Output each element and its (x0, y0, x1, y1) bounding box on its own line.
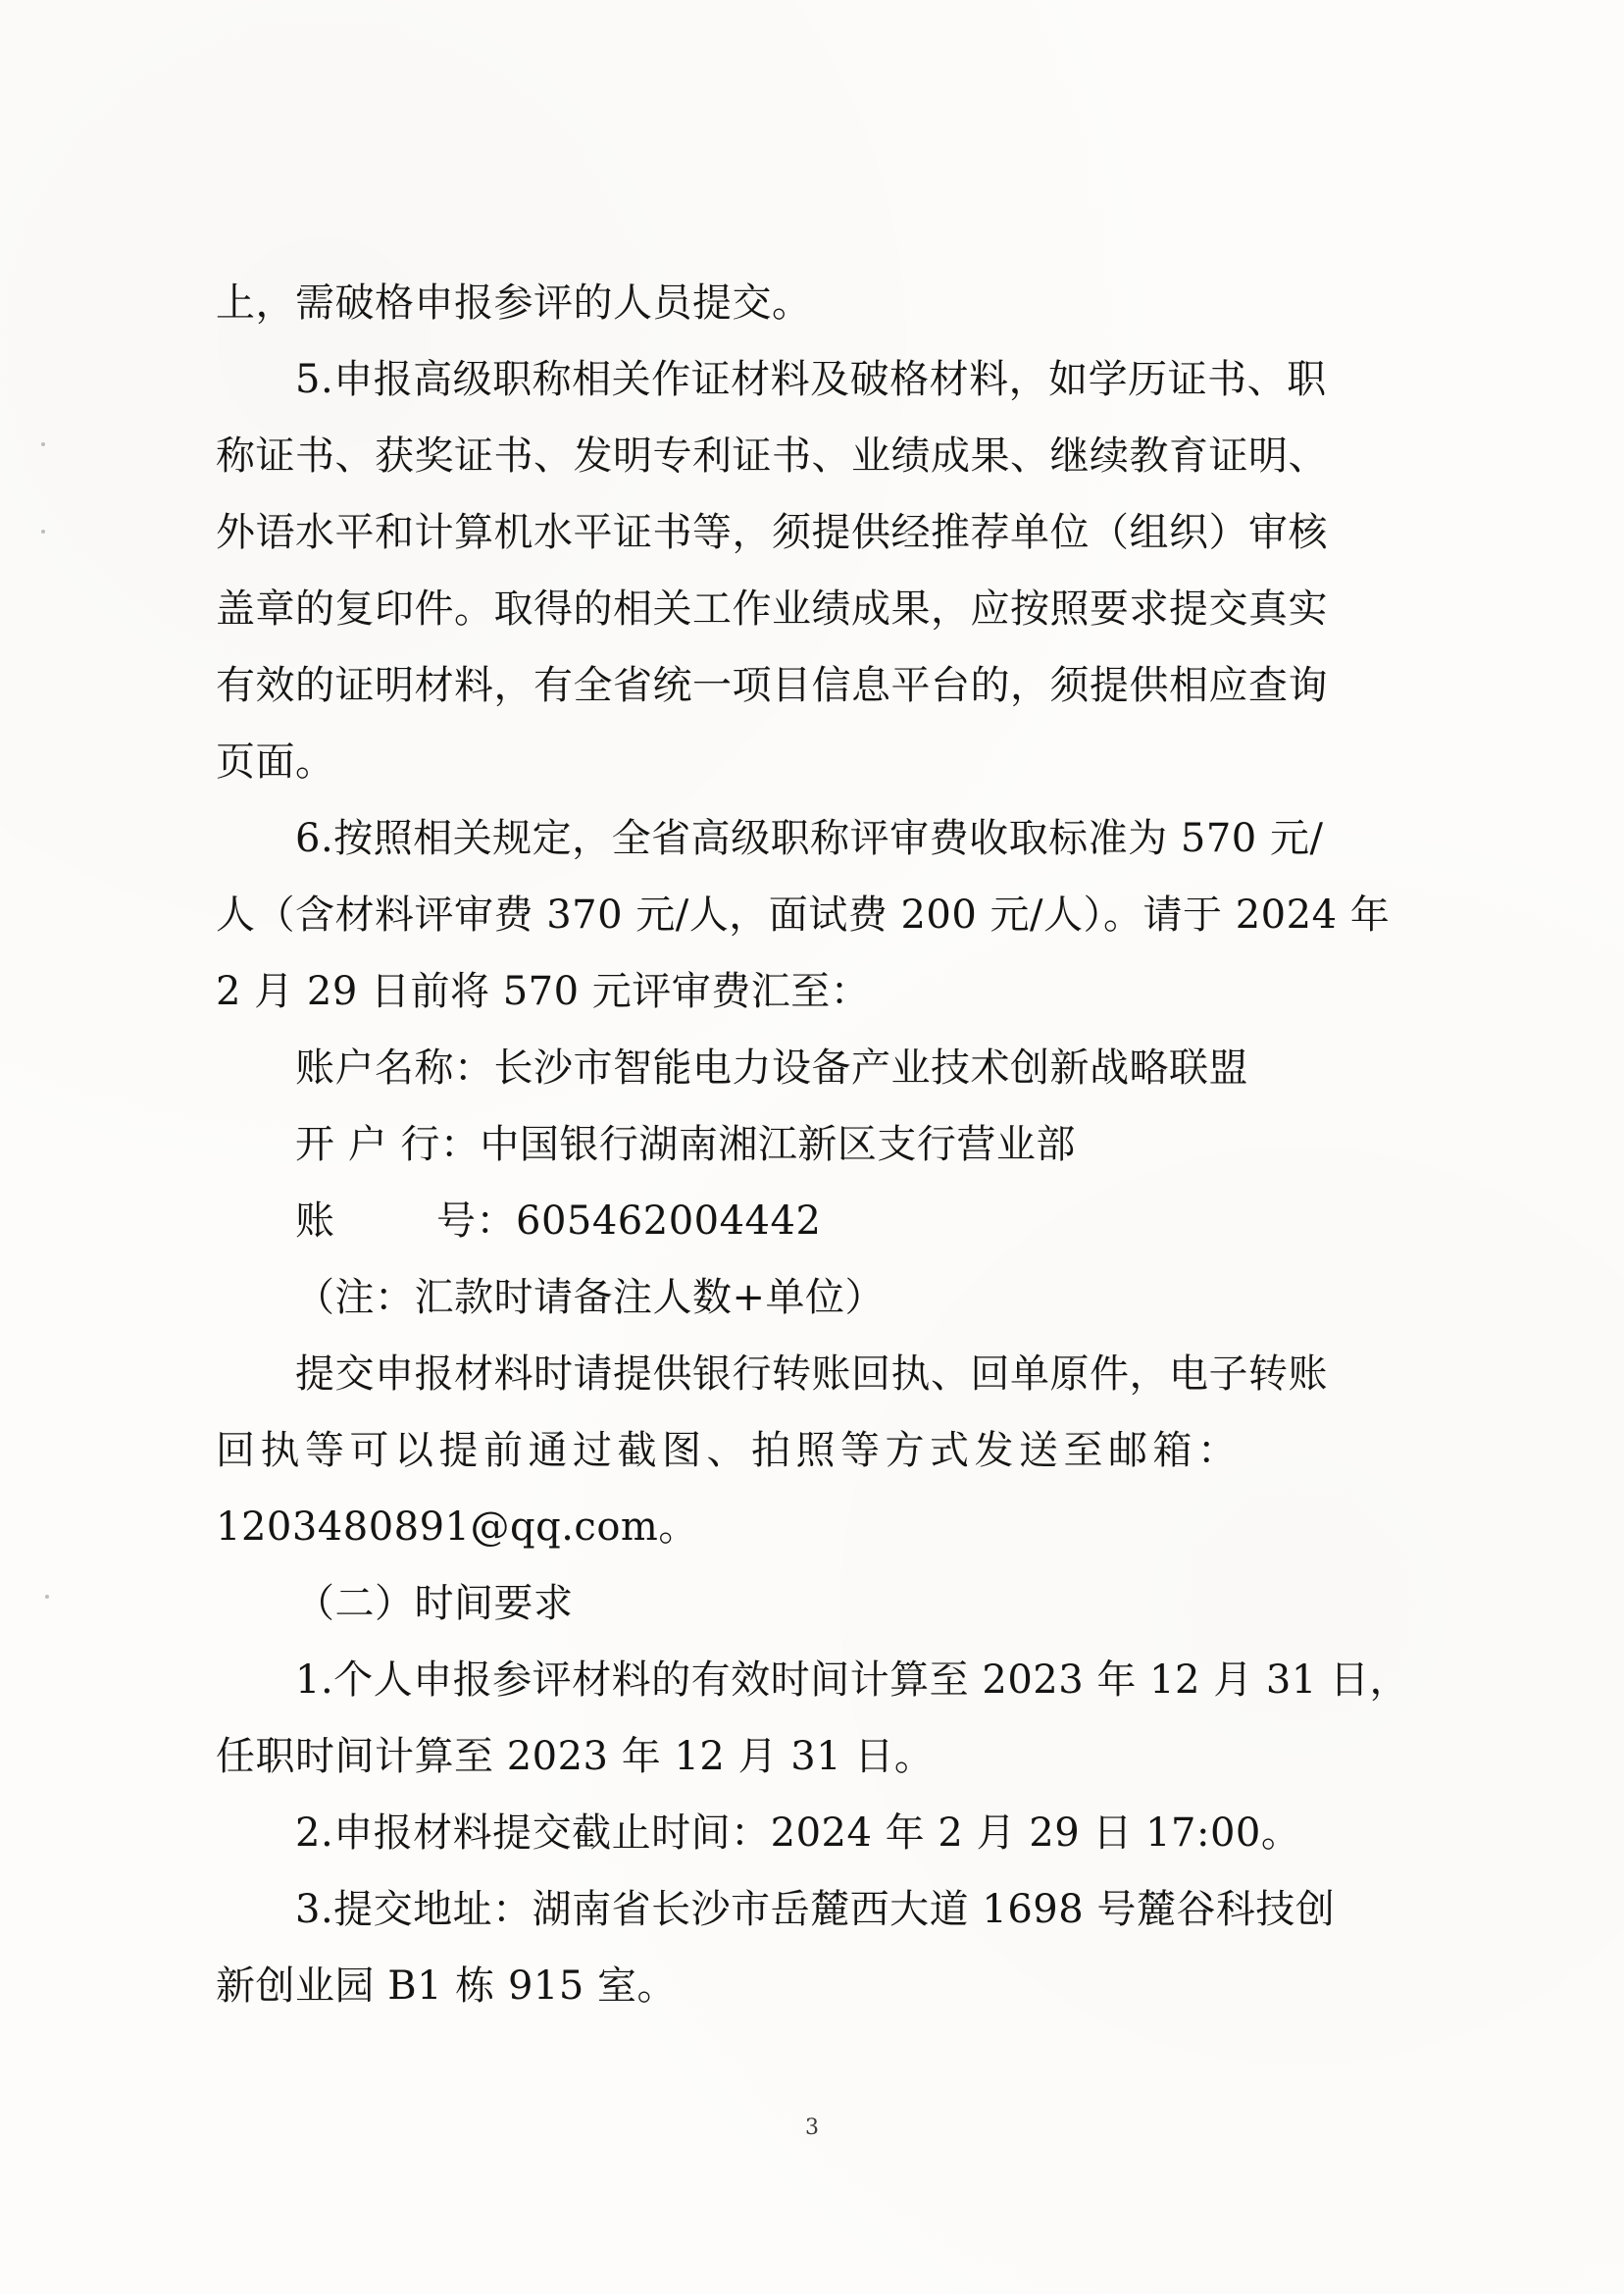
paragraph-line: 3.提交地址：湖南省长沙市岳麓西大道 1698 号麓谷科技创 (295, 1887, 1336, 1932)
paragraph-line: 回执等可以提前通过截图、拍照等方式发送至邮箱： (216, 1428, 1243, 1473)
paragraph-line: 5.申报高级职称相关作证材料及破格材料，如学历证书、职 (295, 357, 1327, 402)
paragraph-line: 新创业园 B1 栋 915 室。 (216, 1963, 678, 2009)
paragraph-line: 称证书、获奖证书、发明专利证书、业绩成果、继续教育证明、 (216, 433, 1328, 479)
account-name-line: 账户名称：长沙市智能电力设备产业技术创新战略联盟 (295, 1045, 1248, 1091)
paragraph-line: 有效的证明材料，有全省统一项目信息平台的，须提供相应查询 (216, 663, 1328, 708)
paragraph-line: 盖章的复印件。取得的相关工作业绩成果，应按照要求提交真实 (216, 586, 1328, 632)
scan-speck (45, 1595, 49, 1599)
paragraph-line: 1.个人申报参评材料的有效时间计算至 2023 年 12 月 31 日， (295, 1657, 1410, 1703)
paragraph-line: 外语水平和计算机水平证书等，须提供经推荐单位（组织）审核 (216, 510, 1328, 555)
paragraph-line: 页面。 (216, 739, 335, 785)
note-line: （注：汇款时请备注人数+单位） (295, 1275, 886, 1320)
account-number-line (216, 1183, 1428, 1259)
page-number: 3 (805, 2116, 819, 2140)
paragraph-line: 提交申报材料时请提供银行转账回执、回单原件，电子转账 (295, 1351, 1328, 1397)
paragraph-line: 任职时间计算至 2023 年 12 月 31 日。 (216, 1734, 935, 1779)
bank-line: 开 户 行：中国银行湖南湘江新区支行营业部 (295, 1122, 1076, 1167)
paragraph-line: 人（含材料评审费 370 元/人，面试费 200 元/人）。请于 2024 年 (216, 892, 1391, 938)
email-line: 1203480891@qq.com。 (216, 1504, 698, 1550)
section-heading: （二）时间要求 (295, 1581, 574, 1626)
account-label: 账 (295, 1198, 335, 1244)
paragraph-line: 6.按照相关规定，全省高级职称评审费收取标准为 570 元/ (295, 816, 1324, 861)
paragraph-line: 2 月 29 日前将 570 元评审费汇至： (216, 969, 871, 1014)
scan-speck (41, 530, 45, 534)
document-body (216, 265, 1428, 2024)
paragraph-line: 上，需破格申报参评的人员提交。 (216, 280, 812, 326)
scan-speck (41, 442, 45, 446)
paragraph-line: 2.申报材料提交截止时间：2024 年 2 月 29 日 17:00。 (295, 1810, 1301, 1856)
account-number: 号：605462004442 (436, 1198, 822, 1244)
